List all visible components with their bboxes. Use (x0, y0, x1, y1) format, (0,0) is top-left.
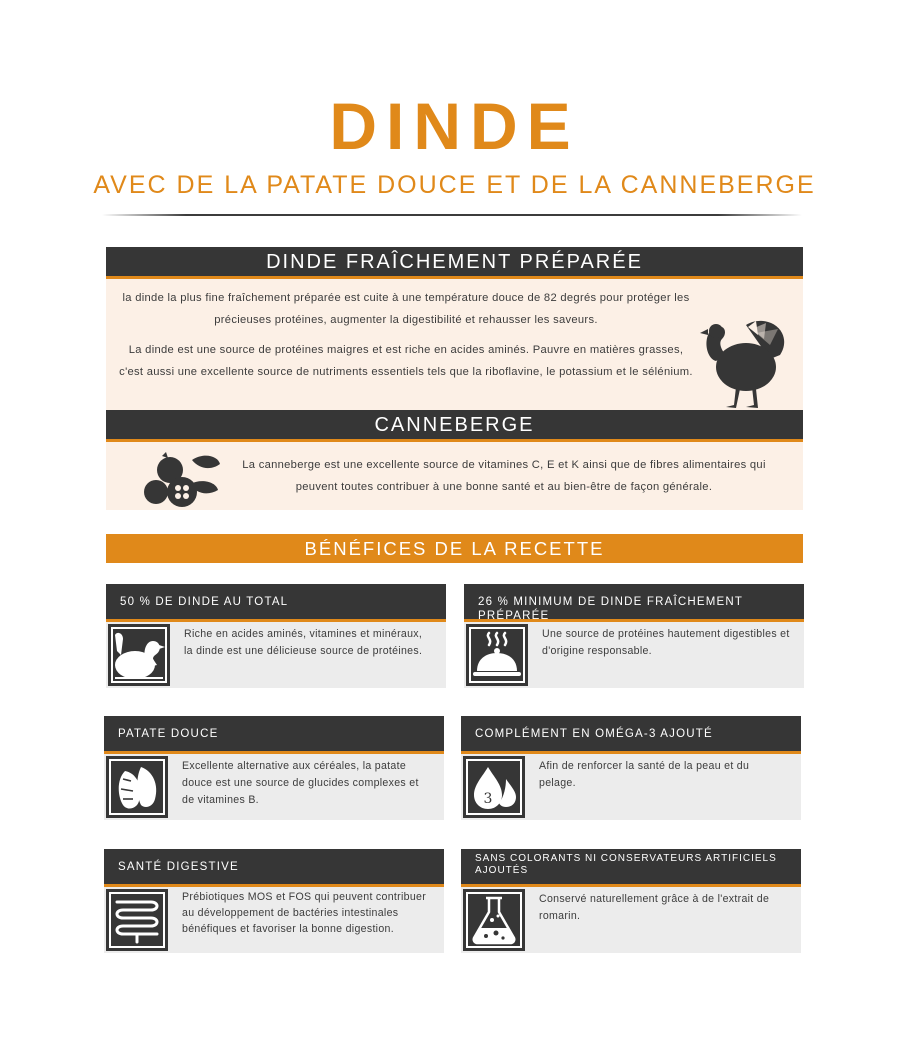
oil-drops-icon (468, 761, 520, 813)
benefit-icon-frame (106, 889, 168, 951)
cranberry-section-header (106, 410, 803, 442)
title-divider (102, 214, 802, 216)
benefit-card-text: Une source de protéines hautement digestibles et d'origine responsable. (542, 628, 790, 657)
benefit-card-title: PATATE DOUCE (118, 728, 219, 740)
benefit-card-title: COMPLÉMENT EN OMÉGA-3 AJOUTÉ (475, 728, 713, 740)
benefit-card-body (461, 754, 801, 820)
turkey-paragraph-2: La dinde est une source de protéines maigres et est riche en acides aminés. Pauvre en matières grasses, c'est aussi une excellente source de nutriments essentiels tels que la riboflavine, le potassium et le sélénium. (119, 344, 693, 378)
benefit-card-header (104, 716, 444, 754)
benefit-card-header (106, 584, 446, 622)
page-title: DINDE (329, 89, 580, 163)
benefit-card-header (464, 584, 804, 622)
benefit-card-header (104, 849, 444, 887)
benefit-card-body (104, 887, 444, 953)
benefits-title: BÉNÉFICES DE LA RECETTE (304, 538, 605, 559)
cloche-icon (471, 629, 523, 681)
benefit-card-text: Prébiotiques MOS et FOS qui peuvent contribuer au développement de bactéries intestinales bénéfiques et favoriser la bonne digestion. (182, 891, 427, 935)
benefit-card-body (464, 622, 804, 688)
benefit-card-text: Conservé naturellement grâce à de l'extrait de romarin. (539, 893, 770, 922)
cranberry-section-body (106, 442, 803, 510)
benefit-card-header (461, 716, 801, 754)
benefit-icon-frame (463, 756, 525, 818)
turkey-section-body (106, 279, 803, 410)
benefit-card-title: 50 % DE DINDE AU TOTAL (120, 596, 289, 608)
turkey-paragraph-1: la dinde la plus fine fraîchement préparée est cuite à une température douce de 82 degrés pour protéger les précieuses protéines, augmenter la digestibilité et rehausser les saveurs. (122, 292, 690, 326)
benefit-card-title: SANS COLORANTS NI CONSERVATEURS ARTIFICIELS AJOUTÉS (475, 853, 777, 876)
benefit-card-text: Riche en acides aminés, vitamines et minéraux, la dinde est une délicieuse source de protéines. (184, 628, 423, 657)
turkey-icon (686, 315, 790, 411)
cranberry-paragraph: La canneberge est une excellente source de vitamines C, E et K ainsi que de fibres alimentaires qui peuvent toutes contribuer à une bonne santé et au bien-être de façon générale. (242, 459, 766, 493)
turkey-icon (113, 629, 165, 681)
cranberry-section-title: CANNEBERGE (374, 414, 535, 436)
benefit-icon-frame (466, 624, 528, 686)
benefit-card-body (104, 754, 444, 820)
turkey-section-title: DINDE FRAÎCHEMENT PRÉPARÉE (266, 251, 643, 273)
benefit-card-title: 26 % MINIMUM DE DINDE FRAÎCHEMENT PRÉPARÉE (478, 596, 743, 622)
benefit-card-body (106, 622, 446, 688)
intestine-icon (111, 894, 163, 946)
sweet-potato-icon (111, 761, 163, 813)
benefit-card-text: Afin de renforcer la santé de la peau et du pelage. (539, 760, 750, 789)
benefit-card-title: SANTÉ DIGESTIVE (118, 861, 239, 873)
omega3-label: 3 (483, 791, 493, 807)
benefit-icon-frame (463, 889, 525, 951)
benefit-card-body (461, 887, 801, 953)
page-subtitle: AVEC DE LA PATATE DOUCE ET DE LA CANNEBERGE (93, 171, 816, 199)
benefit-card-header (461, 849, 801, 887)
cranberry-icon (142, 450, 222, 510)
benefit-icon-frame (108, 624, 170, 686)
flask-icon (468, 894, 520, 946)
benefit-card-text: Excellente alternative aux céréales, la patate douce est une source de glucides complexes et de vitamines B. (182, 760, 419, 806)
benefit-icon-frame (106, 756, 168, 818)
turkey-section-header (106, 247, 803, 279)
benefits-banner (106, 534, 803, 563)
